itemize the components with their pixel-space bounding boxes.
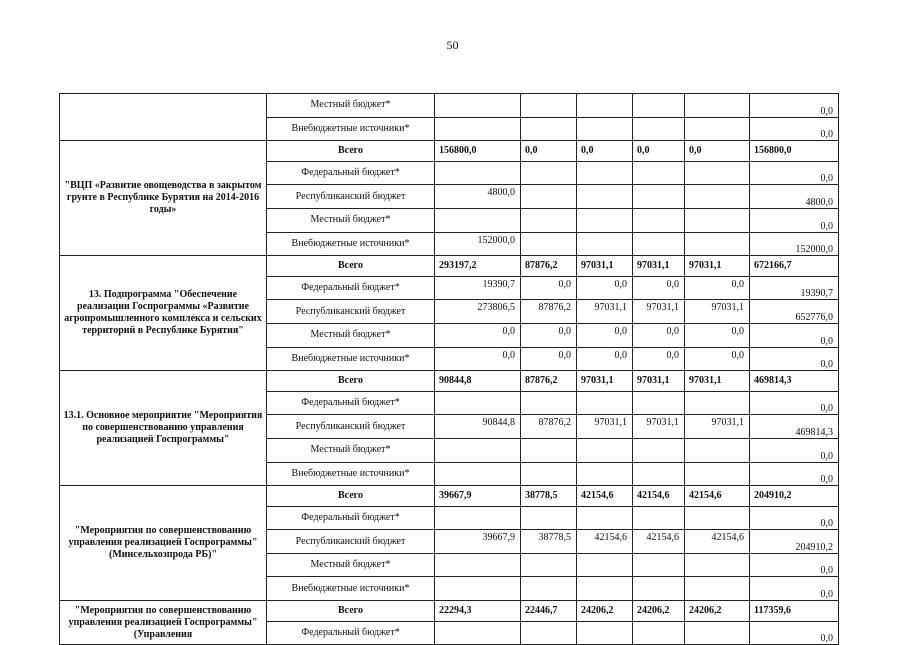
year-value-cell: 97031,1	[685, 415, 750, 439]
year-value-cell: 0,0	[633, 323, 685, 347]
funding-source-cell: Всего	[267, 371, 435, 392]
year-value-cell	[435, 553, 521, 577]
year-value-cell	[521, 577, 577, 601]
total-value-cell: 0,0	[750, 347, 839, 371]
funding-source-cell: Внебюджетные источники*	[267, 117, 435, 141]
year-value-cell: 87876,2	[521, 300, 577, 324]
year-value-cell	[577, 391, 633, 415]
total-value-cell: 469814,3	[750, 415, 839, 439]
year-value-cell	[577, 577, 633, 601]
year-value-cell	[633, 185, 685, 209]
total-value-cell: 0,0	[750, 506, 839, 530]
year-value-cell	[521, 208, 577, 232]
year-value-cell: 97031,1	[685, 371, 750, 392]
year-value-cell: 273806,5	[435, 300, 521, 324]
year-value-cell	[633, 553, 685, 577]
year-value-cell	[521, 232, 577, 256]
funding-source-cell: Республиканский бюджет	[267, 530, 435, 554]
table-row	[60, 486, 839, 507]
total-value-cell: 0,0	[750, 94, 839, 118]
year-value-cell: 0,0	[633, 276, 685, 300]
year-value-cell	[577, 553, 633, 577]
table-row	[60, 256, 839, 277]
year-value-cell	[521, 621, 577, 645]
year-value-cell: 0,0	[685, 323, 750, 347]
year-value-cell: 0,0	[577, 276, 633, 300]
year-value-cell: 87876,2	[521, 256, 577, 277]
year-value-cell: 24206,2	[685, 601, 750, 622]
funding-source-cell: Федеральный бюджет*	[267, 506, 435, 530]
year-value-cell	[685, 506, 750, 530]
year-value-cell	[521, 462, 577, 486]
year-value-cell: 42154,6	[685, 530, 750, 554]
year-value-cell	[435, 94, 521, 118]
year-value-cell: 42154,6	[577, 486, 633, 507]
year-value-cell: 90844,8	[435, 371, 521, 392]
year-value-cell	[521, 553, 577, 577]
year-value-cell	[633, 462, 685, 486]
total-value-cell: 469814,3	[750, 371, 839, 392]
year-value-cell: 97031,1	[633, 415, 685, 439]
year-value-cell: 97031,1	[685, 300, 750, 324]
year-value-cell	[435, 208, 521, 232]
funding-source-cell: Федеральный бюджет*	[267, 621, 435, 645]
event-name-cell: "Мероприятия по совершенствованию управления реализацией Госпрограммы" (Минсельхозпрода РБ)"	[60, 486, 267, 601]
total-value-cell: 4800,0	[750, 185, 839, 209]
year-value-cell: 22446,7	[521, 601, 577, 622]
year-value-cell	[435, 462, 521, 486]
year-value-cell	[521, 185, 577, 209]
year-value-cell: 0,0	[521, 141, 577, 162]
year-value-cell: 152000,0	[435, 232, 521, 256]
total-value-cell: 0,0	[750, 621, 839, 645]
total-value-cell: 0,0	[750, 391, 839, 415]
year-value-cell: 39667,9	[435, 530, 521, 554]
year-value-cell	[435, 621, 521, 645]
total-value-cell: 156800,0	[750, 141, 839, 162]
year-value-cell: 42154,6	[685, 486, 750, 507]
funding-source-cell: Республиканский бюджет	[267, 185, 435, 209]
funding-source-cell: Федеральный бюджет*	[267, 391, 435, 415]
total-value-cell: 0,0	[750, 462, 839, 486]
funding-source-cell: Внебюджетные источники*	[267, 462, 435, 486]
year-value-cell	[521, 94, 577, 118]
page-number: 50	[446, 38, 459, 52]
funding-source-cell: Местный бюджет*	[267, 553, 435, 577]
funding-source-cell: Внебюджетные источники*	[267, 347, 435, 371]
year-value-cell: 87876,2	[521, 371, 577, 392]
year-value-cell	[685, 553, 750, 577]
event-name-cell	[60, 94, 267, 141]
year-value-cell: 0,0	[633, 347, 685, 371]
year-value-cell: 0,0	[435, 347, 521, 371]
year-value-cell: 97031,1	[633, 371, 685, 392]
year-value-cell: 0,0	[577, 141, 633, 162]
funding-source-cell: Внебюджетные источники*	[267, 577, 435, 601]
year-value-cell	[685, 391, 750, 415]
year-value-cell: 90844,8	[435, 415, 521, 439]
funding-source-cell: Местный бюджет*	[267, 208, 435, 232]
year-value-cell: 38778,5	[521, 530, 577, 554]
year-value-cell: 0,0	[577, 347, 633, 371]
year-value-cell	[633, 438, 685, 462]
year-value-cell	[633, 577, 685, 601]
year-value-cell: 0,0	[685, 141, 750, 162]
year-value-cell: 39667,9	[435, 486, 521, 507]
year-value-cell	[521, 117, 577, 141]
year-value-cell: 97031,1	[685, 256, 750, 277]
year-value-cell	[435, 117, 521, 141]
year-value-cell: 0,0	[685, 347, 750, 371]
year-value-cell: 97031,1	[633, 300, 685, 324]
funding-source-cell: Местный бюджет*	[267, 323, 435, 347]
year-value-cell: 0,0	[521, 323, 577, 347]
funding-source-cell: Всего	[267, 486, 435, 507]
year-value-cell: 0,0	[435, 323, 521, 347]
year-value-cell	[577, 232, 633, 256]
year-value-cell	[685, 117, 750, 141]
year-value-cell: 156800,0	[435, 141, 521, 162]
year-value-cell: 87876,2	[521, 415, 577, 439]
year-value-cell	[685, 94, 750, 118]
year-value-cell	[685, 438, 750, 462]
year-value-cell: 293197,2	[435, 256, 521, 277]
year-value-cell	[521, 391, 577, 415]
year-value-cell	[521, 161, 577, 185]
funding-source-cell: Всего	[267, 141, 435, 162]
event-name-cell: 13. Подпрограмма "Обеспечение реализации Госпрограммы «Развитие агропромышленного комплекса и сельских территорий в Республике Бурятия"	[60, 256, 267, 371]
year-value-cell	[633, 117, 685, 141]
year-value-cell	[633, 391, 685, 415]
total-value-cell: 0,0	[750, 208, 839, 232]
year-value-cell: 22294,3	[435, 601, 521, 622]
funding-source-cell: Местный бюджет*	[267, 438, 435, 462]
total-value-cell: 0,0	[750, 161, 839, 185]
total-value-cell: 0,0	[750, 553, 839, 577]
funding-source-cell: Республиканский бюджет	[267, 415, 435, 439]
year-value-cell	[685, 232, 750, 256]
year-value-cell: 42154,6	[633, 530, 685, 554]
funding-source-cell: Местный бюджет*	[267, 94, 435, 118]
year-value-cell: 19390,7	[435, 276, 521, 300]
year-value-cell: 97031,1	[577, 371, 633, 392]
year-value-cell	[577, 438, 633, 462]
year-value-cell	[633, 232, 685, 256]
year-value-cell: 42154,6	[577, 530, 633, 554]
year-value-cell	[633, 208, 685, 232]
total-value-cell: 0,0	[750, 323, 839, 347]
year-value-cell	[685, 621, 750, 645]
total-value-cell: 0,0	[750, 577, 839, 601]
year-value-cell	[435, 391, 521, 415]
year-value-cell: 0,0	[521, 276, 577, 300]
year-value-cell	[521, 438, 577, 462]
year-value-cell	[577, 208, 633, 232]
table-row	[60, 141, 839, 162]
year-value-cell	[577, 161, 633, 185]
year-value-cell: 97031,1	[577, 256, 633, 277]
year-value-cell: 42154,6	[633, 486, 685, 507]
total-value-cell: 0,0	[750, 438, 839, 462]
year-value-cell	[633, 621, 685, 645]
total-value-cell: 204910,2	[750, 486, 839, 507]
year-value-cell: 0,0	[685, 276, 750, 300]
funding-source-cell: Всего	[267, 601, 435, 622]
year-value-cell	[577, 185, 633, 209]
event-name-cell: 13.1. Основное мероприятие "Мероприятия по совершенствованию управления реализацией Госпрограммы"	[60, 371, 267, 486]
year-value-cell	[435, 438, 521, 462]
total-value-cell: 0,0	[750, 117, 839, 141]
year-value-cell	[633, 94, 685, 118]
year-value-cell	[633, 161, 685, 185]
funding-source-cell: Всего	[267, 256, 435, 277]
year-value-cell	[435, 506, 521, 530]
year-value-cell: 97031,1	[577, 415, 633, 439]
table-row	[60, 601, 839, 622]
year-value-cell	[685, 185, 750, 209]
funding-source-cell: Внебюджетные источники*	[267, 232, 435, 256]
event-name-cell: "Мероприятия по совершенствованию управления реализацией Госпрограммы" (Управления	[60, 601, 267, 645]
table-row	[60, 371, 839, 392]
year-value-cell: 4800,0	[435, 185, 521, 209]
year-value-cell	[577, 117, 633, 141]
event-name-cell: "ВЦП «Развитие овощеводства в закрытом грунте в Республике Бурятия на 2014-2016 годы»	[60, 141, 267, 256]
total-value-cell: 152000,0	[750, 232, 839, 256]
total-value-cell: 117359,6	[750, 601, 839, 622]
year-value-cell: 0,0	[633, 141, 685, 162]
year-value-cell: 24206,2	[633, 601, 685, 622]
year-value-cell	[685, 208, 750, 232]
year-value-cell	[435, 161, 521, 185]
year-value-cell	[577, 94, 633, 118]
year-value-cell: 97031,1	[633, 256, 685, 277]
total-value-cell: 19390,7	[750, 276, 839, 300]
total-value-cell: 204910,2	[750, 530, 839, 554]
total-value-cell: 672166,7	[750, 256, 839, 277]
year-value-cell	[633, 506, 685, 530]
year-value-cell: 0,0	[577, 323, 633, 347]
year-value-cell	[685, 577, 750, 601]
year-value-cell	[685, 462, 750, 486]
table-body	[60, 94, 839, 645]
year-value-cell	[685, 161, 750, 185]
year-value-cell: 97031,1	[577, 300, 633, 324]
funding-source-cell: Федеральный бюджет*	[267, 276, 435, 300]
funding-source-cell: Республиканский бюджет	[267, 300, 435, 324]
budget-table	[59, 93, 839, 645]
funding-source-cell: Федеральный бюджет*	[267, 161, 435, 185]
total-value-cell: 652776,0	[750, 300, 839, 324]
year-value-cell: 24206,2	[577, 601, 633, 622]
year-value-cell	[435, 577, 521, 601]
year-value-cell: 38778,5	[521, 486, 577, 507]
year-value-cell: 0,0	[521, 347, 577, 371]
year-value-cell	[577, 462, 633, 486]
year-value-cell	[577, 621, 633, 645]
year-value-cell	[521, 506, 577, 530]
table-row	[60, 94, 839, 118]
year-value-cell	[577, 506, 633, 530]
